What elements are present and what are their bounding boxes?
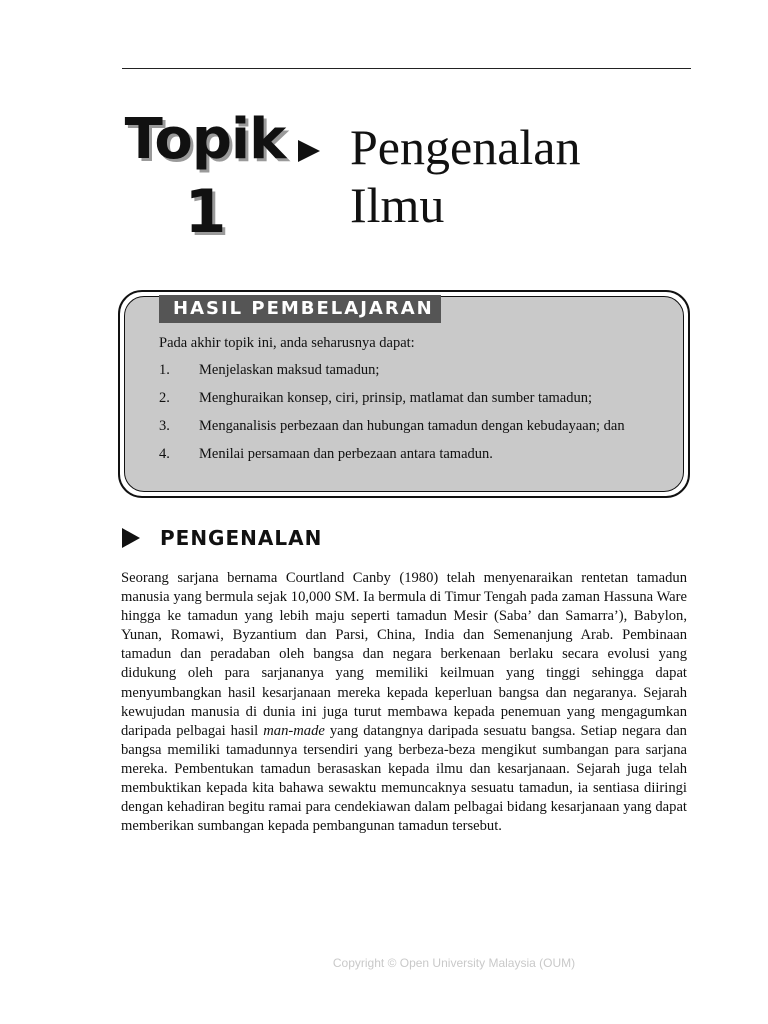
list-item-text: Menjelaskan maksud tamadun; xyxy=(199,362,380,378)
paragraph-text-part1: Seorang sarjana bernama Courtland Canby (1980) telah menyenaraikan rentetan tamadun manusia yang bermula sejak 10,000 SM. Ia bermula di Timur Tengah pada zaman Hassuna Ware hingga ke tamadun yang lebih maju seperti tamadun Mesir (Saba’ dan Samarra’), Babylon, Yunan, Romawi, Byzantium dan Parsi, China, India dan Semenanjung Arab. Pembinaan tamadun dan peradaban oleh bangsa dan negara berkenaan berlaku secara evolusi yang didukung oleh para sarjananya yang memiliki keilmuan yang tinggi sehingga dapat menyumbangkan hasil kesarjanaan mereka kepada keperluan bangsa dan negaranya. Sejarah kewujudan manusia di dunia ini juga turut membawa kepada penemuan yang mengagumkan daripada pelbagai hasil xyxy=(121,570,687,739)
learning-outcomes-box xyxy=(118,290,690,498)
section-title: PENGENALAN xyxy=(160,526,323,550)
list-item-number: 4. xyxy=(159,446,170,462)
list-item-number: 3. xyxy=(159,418,170,434)
play-arrow-icon xyxy=(122,528,140,548)
topic-word: Topik xyxy=(124,107,286,172)
list-item-text: Menilai persamaan dan perbezaan antara tamadun. xyxy=(199,446,493,462)
list-item-text: Menghuraikan konsep, ciri, prinsip, matlamat dan sumber tamadun; xyxy=(199,390,593,406)
play-arrow-icon xyxy=(298,140,320,162)
learning-outcomes-panel xyxy=(124,296,684,492)
chapter-title-line1: Pengenalan xyxy=(350,119,581,175)
list-item-text: Menganalisis perbezaan dan hubungan tamadun dengan kebudayaan; dan xyxy=(199,418,625,434)
paragraph-text-part2: yang datangnya daripada sesuatu bangsa. Setiap negara dan bangsa memiliki tamadunnya tersendiri yang berbeza-beza mengikut sumbangan para sarjana mereka. Pembentukan tamadun berasaskan kepada ilmu dan kesarjanaan. Sejarah juga telah membuktikan kepada kita bahawa sewaktu memuncaknya sesuatu tamadun, ia sentiasa diiringi dengan kehadiran begitu ramai para cendekiawan dalam pelbagai bidang kesarjanaan yang dapat memberikan sumbangan kepada pembangunan tamadun tersebut. xyxy=(121,722,687,835)
paragraph-italic-term: man-made xyxy=(263,722,325,739)
list-item xyxy=(159,417,675,435)
chapter-title xyxy=(350,118,580,234)
list-item xyxy=(159,389,675,407)
intro-paragraph xyxy=(121,569,687,836)
chapter-title-line2: Ilmu xyxy=(350,177,445,233)
list-item-number: 1. xyxy=(159,362,170,378)
list-item xyxy=(159,361,675,379)
list-item-number: 2. xyxy=(159,390,170,406)
section-heading xyxy=(122,526,322,550)
top-rule xyxy=(122,68,691,69)
topic-label xyxy=(120,107,290,247)
copyright-notice: Copyright © Open University Malaysia (OUM) xyxy=(332,956,576,970)
learning-outcomes-header: HASIL PEMBELAJARAN xyxy=(159,295,441,323)
learning-outcomes-intro: Pada akhir topik ini, anda seharusnya dapat: xyxy=(159,335,415,351)
learning-outcomes-list xyxy=(159,361,675,473)
list-item xyxy=(159,445,675,463)
topic-number: 1 xyxy=(184,177,226,247)
